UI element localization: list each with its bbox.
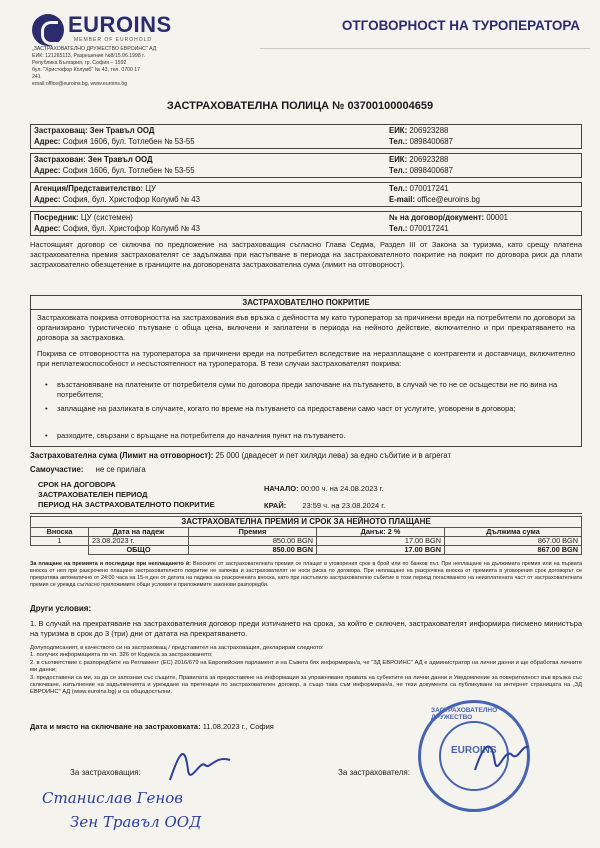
payment-note-text: Вноските от застрахователната премия се плащат в уговорения срок в брой или по банков път. При неплащане на дължимата премия или на първата вноска от нея при разсрочено плащане застрахователното покритие не започва и застрахователят не носи риска по договора. При неплащане на разсрочена вноска от премията в уговорения срок договорът се прекратява автоматично от 24:00 часа на 15-я ден от датата на падежа на разсрочената вноска, като при настъпило застрахователно събитие в този период погасяването на неизплатената част от застрахователната премия се урежда съгласно приложимите общи условия и приложимите законови разпоредби. [30,561,583,588]
agency-phone: 070017241 [409,184,449,193]
agency-address-label: Адрес: [34,195,61,204]
period-label-1: СРОК НА ДОГОВОРА [38,480,116,489]
company-line: „ЗАСТРАХОВАТЕЛНО ДРУЖЕСТВО ЕВРОИНС" АД [32,46,157,52]
deductible-label: Самоучастие: [30,465,84,474]
header-amount-due: Дължима сума [445,528,582,537]
insurer-label: Застраховащ: [34,126,88,135]
period-label-2: ЗАСТРАХОВАТЕЛЕН ПЕРИОД [38,490,148,499]
insured-label: Застрахован: [34,155,86,164]
bullet-text: възстановяване на платените от потребителя суми по договора преди започване на пътуването, в случай че то не се осъществи не по вина на потребителя; [57,380,558,399]
insured-address: София 1606, бул. Тотлебен № 53-55 [62,166,195,175]
insurer-phone-label: Тел.: [389,137,408,146]
insured-phone: 0898400687 [409,166,453,175]
agency-email-label: E-mail: [389,195,415,204]
insurer-eik: 206923288 [409,126,449,135]
tax-amount: 17.00 BGN [317,537,445,546]
period-divider [30,513,582,514]
insured-phone-label: Тел.: [389,166,408,175]
total-premium: 850.00 BGN [189,546,317,555]
header [30,10,580,94]
broker-address: София, бул. Христофор Колумб № 43 [62,224,200,233]
intro-paragraph: Настоящият договор се сключва по предложение на застраховащия съгласно Глава Седма, Раздел III от Закона за туризма, като срещу платена застрахователна премия застрахователят се задължава при настъпване в периода на застрахователното покритие на покрит по договора риск да плати застрахователно обезщетение в границите на договорената застрахователна сума (лимит на отговорност). [30,240,582,269]
deductible [30,465,146,474]
agency-box [30,182,582,207]
coverage-paragraph-2: Покрива се отговорността на туроператора за причинени вреди на потребител вследствие на неразплащане с контрагенти и доставчици, включително при неплатежоспособност и несъстоятелност на туроператора. В тези случаи застрахователят покрива: [37,349,575,368]
contract-number: 00001 [486,213,509,222]
logo-subtitle: MEMBER OF EUROHOLD [74,37,153,43]
deductible-value: не се прилага [95,465,146,474]
insured-name: Зен Травъл ООД [87,155,153,164]
broker-name: ЦУ (системен) [80,213,133,222]
declaration-line: 3. предоставени са ми, за да се запозная със същите, Правилата за предоставяне на информация за упражняване правата на субектите на лични данни и Уведомление за поверителност във връзка със сключване, изпълнение на задълженията и уреждане на претенции по застрахователен договор, а също така съм информиран/а, че тези документи са публикувани на интернет страницата на „ЗД ЕВРОИНС" АД (www.euroins.bg) и са общодостъпни. [30,674,582,696]
agency-phone-label: Тел.: [389,184,408,193]
euroins-logo-icon [32,14,64,46]
insurance-period [30,480,582,514]
total-label: ОБЩО [89,546,189,555]
signature-scribble-icon [160,740,240,790]
agency-email: office@euroins.bg [417,195,480,204]
amount-due: 867.00 BGN [445,537,582,546]
premium-caption: ЗАСТРАХОВАТЕЛНА ПРЕМИЯ И СРОК ЗА НЕЙНОТО ПЛАЩАНЕ [31,517,582,528]
insurer-box [30,124,582,149]
declaration [30,645,582,697]
insured-eik: 206923288 [409,155,449,164]
other-conditions-heading: Други условия: [30,604,92,613]
sum-label: Застрахователна сума (Лимит на отговорност): [30,451,214,460]
coverage-heading: ЗАСТРАХОВАТЕЛНО ПОКРИТИЕ [31,296,581,310]
sum-insured [30,451,451,460]
end-label: КРАЙ: [264,501,287,510]
company-stamp-icon [418,700,530,812]
start-value: 00:00 ч. на 24.08.2023 г. [300,484,384,493]
coverage-bullet: • заплащане на разликата в случаите, когато по време на пътуването са предоставени само част от услугите, уговорени в договора; [45,404,575,414]
header-due-date: Дата на падеж [89,528,189,537]
agency-label: Агенция/Представителство: [34,184,144,193]
policy-title: ЗАСТРАХОВАТЕЛНА ПОЛИЦА № 03700100004659 [166,100,434,112]
stamp-inner-ring [439,721,509,791]
declaration-line: Долуподписаният, в качеството си на застраховащ / представител на застраховащия, декларирам следното: [30,645,324,651]
coverage-bullet: • разходите, свързани с връщане на потребителя до началния пункт на пътуването. [45,431,575,441]
stamp-center-text: EUROINS [451,745,497,756]
total-row [31,546,582,555]
insured-eik-label: ЕИК: [389,155,408,164]
header-premium: Премия [189,528,317,537]
company-line: Република България, гр. София – 1592 [32,60,127,66]
insured-box [30,153,582,178]
coverage-box [30,295,582,447]
insurer-name: Зен Травъл ООД [89,126,155,135]
agency-address: София, бул. Христофор Колумб № 43 [62,195,200,204]
broker-phone-label: Тел.: [389,224,408,233]
payment-note-heading: За плащане на премията и последици при неплащането ѝ: [30,561,191,567]
sum-value: 25 000 (двадесет и пет хиляди лева) за едно събитие и в агрегат [215,451,452,460]
total-due: 867.00 BGN [445,546,582,555]
date-place-value: 11.08.2023 г., София [202,722,274,731]
installment-number: 1 [31,537,89,546]
company-line: email:office@euroins.bg, www.euroins.bg [32,81,128,87]
date-place-label: Дата и място на сключване на застраховката: [30,722,201,731]
bullet-text: разходите, свързани с връщане на потребителя до началния пункт на пътуването. [57,431,346,440]
company-line: ЕИК: 121265113, Разрешение №8/15.06.1998 г. [32,53,145,59]
company-details [32,46,242,88]
broker-address-label: Адрес: [34,224,61,233]
other-conditions-item: 1. В случай на прекратяване на застрахователния договор преди изтичането на срока, за който е сключен, застрахователят информира писмено министъра на туризма в срок до 3 (три) дни от датата на прекратяването. [30,619,582,638]
header-divider [260,48,590,49]
coverage-bullet: • възстановяване на платените от потребителя суми по договора преди започване на пътуването, в случай че то не се осъществи не по вина на потребителя; [45,380,575,400]
stamp-ring-text: ЗАСТРАХОВАТЕЛНО ДРУЖЕСТВО [431,707,498,721]
broker-box [30,211,582,236]
insurer-address-label: Адрес: [34,137,61,146]
payment-note [30,561,582,589]
premium-amount: 850.00 BGN [189,537,317,546]
agency-name: ЦУ [145,184,156,193]
contract-label: № на договор/документ: [389,213,485,222]
insurance-signature-label: За застрахователя: [338,768,410,777]
period-label-3: ПЕРИОД НА ЗАСТРАХОВАТЕЛНОТО ПОКРИТИЕ [38,500,215,509]
handwritten-name: Станислав Генов [42,789,184,807]
header-tax: Данък: 2 % [317,528,445,537]
logo-text: EUROINS [68,12,172,37]
declaration-line: 2. в съответствие с разпоредбите на Регламент (ЕС) 2016/679 на Европейския парламент и на Съвета бях информиран/а, че "ЗД ЕВРОИНС" АД е администратор на лични данни и ще обработва личните ми данни; [30,659,582,674]
insurer-phone: 0898400687 [409,137,453,146]
document-type: ОТГОВОРНОСТ НА ТУРОПЕРАТОРА [341,18,580,33]
company-line: бул. "Христофор Колумб" № 43, тел. 0700 17 [32,67,141,73]
total-tax: 17.00 BGN [317,546,445,555]
date-and-place [30,722,274,731]
header-installment: Вноска [31,528,89,537]
coverage-paragraph-1: Застраховката покрива отговорността на застрахования във връзка с дейността му като туроператор за причинени вреди на потребители по договори за организирано туристическо пътуване с обща цена, включени и заплатени в периода на нейното действие, включително и при прекратяването на договора за застраховка. [37,313,575,342]
insurer-address: София 1606, бул. Тотлебен № 53-55 [62,137,195,146]
broker-phone: 070017241 [409,224,449,233]
insurer-signature-label: За застраховащия: [70,768,141,777]
end-value: 23:59 ч. на 23.08.2024 г. [302,501,386,510]
due-date: 23.08.2023 г. [89,537,189,546]
company-line: 241 [32,74,41,80]
insured-address-label: Адрес: [34,166,61,175]
handwritten-company: Зен Травъл ООД [70,813,202,831]
premium-table [30,516,582,555]
declaration-line: 1. получих информацията по чл. 326 от Кодекса за застраховането; [30,652,213,659]
insurer-eik-label: ЕИК: [389,126,408,135]
broker-label: Посредник: [34,213,79,222]
bullet-text: заплащане на разликата в случаите, когато по време на пътуването са предоставени само част от услугите, уговорени в договора; [57,404,516,413]
start-label: НАЧАЛО: [264,484,299,493]
